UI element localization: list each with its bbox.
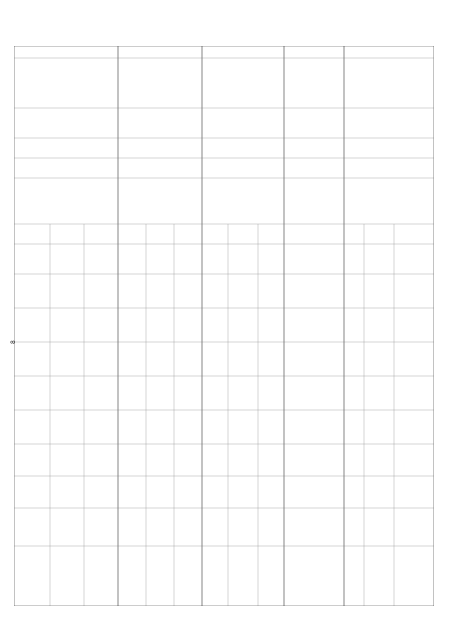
- table-grid-lines: [14, 46, 434, 606]
- budget-table: [14, 46, 434, 606]
- page-number: 8: [10, 340, 17, 344]
